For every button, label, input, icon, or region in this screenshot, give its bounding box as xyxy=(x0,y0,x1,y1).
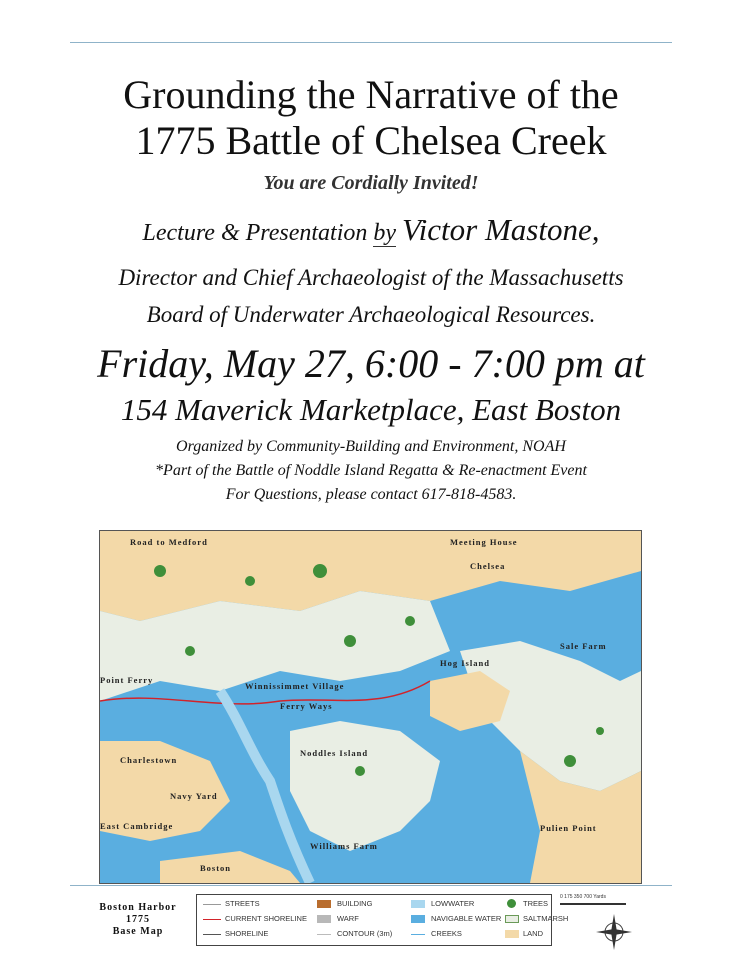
label-pulien-point: Pulien Point xyxy=(540,823,597,833)
label-navy-yard: Navy Yard xyxy=(170,791,218,801)
navigable-water-swatch xyxy=(411,915,425,923)
lecture-by: by xyxy=(373,220,397,246)
invitation-text: You are Cordially Invited! xyxy=(263,172,479,194)
title-line-2: 1775 Battle of Chelsea Creek xyxy=(135,118,607,163)
building-swatch xyxy=(317,900,331,908)
legend-title-line-3: Base Map xyxy=(112,926,164,937)
legend-title xyxy=(78,902,198,938)
map-scale-bar xyxy=(560,896,626,906)
legend-title-line-1: Boston Harbor xyxy=(99,902,177,913)
label-charlestown: Charlestown xyxy=(120,755,178,765)
speaker-role-line-2: Board of Underwater Archaeological Resources. xyxy=(146,302,596,327)
lowwater-swatch xyxy=(411,900,425,908)
lecture-prefix: Lecture & Presentation xyxy=(142,220,368,246)
label-ferry-ways: Ferry Ways xyxy=(280,701,333,711)
scale-bar-text: 0 175 350 700 Yards xyxy=(560,894,606,900)
legend-saltmarsh: SALTMARSH xyxy=(523,914,569,923)
legend-current-shoreline: CURRENT SHORELINE xyxy=(225,914,307,923)
speaker-role-line-1: Director and Chief Archaeologist of the Massachusetts xyxy=(118,265,624,290)
speaker-name: Victor Mastone, xyxy=(402,212,600,247)
legend-building: BUILDING xyxy=(337,899,373,908)
saltmarsh-swatch xyxy=(505,915,519,923)
scale-bar-line xyxy=(560,903,626,905)
legend-navigable-water: NAVIGABLE WATER xyxy=(431,914,502,923)
contour-swatch xyxy=(317,934,331,935)
compass-rose-icon xyxy=(594,912,634,952)
event-part-text: *Part of the Battle of Noddle Island Regatta & Re-enactment Event xyxy=(155,462,587,479)
legend-lowwater: LOWWATER xyxy=(431,899,475,908)
label-noddles-island: Noddles Island xyxy=(300,748,369,758)
legend-warf: WARF xyxy=(337,914,359,923)
trees-swatch xyxy=(507,899,516,908)
label-chelsea: Chelsea xyxy=(470,561,506,571)
legend-trees: TREES xyxy=(523,899,549,908)
label-winnissimmet: Winnissimmet Village xyxy=(245,681,345,691)
map-graphic xyxy=(100,531,641,883)
legend-shoreline: SHORELINE xyxy=(225,929,269,938)
label-point-ferry: Point Ferry xyxy=(100,675,154,685)
label-williams-farm: Williams Farm xyxy=(310,841,378,851)
label-road-medford: Road to Medford xyxy=(130,537,208,547)
organizer-text: Organized by Community-Building and Environment, NOAH xyxy=(176,438,566,455)
land-swatch xyxy=(505,930,519,938)
event-address: 154 Maverick Marketplace, East Boston xyxy=(120,392,622,427)
label-meeting-house: Meeting House xyxy=(450,537,518,547)
label-sale-farm: Sale Farm xyxy=(560,641,607,651)
creeks-swatch xyxy=(411,934,425,935)
top-rule xyxy=(70,42,672,43)
legend-contour: CONTOUR (3m) xyxy=(337,929,393,938)
map-legend xyxy=(196,894,569,946)
legend-streets: STREETS xyxy=(225,899,260,908)
current-shoreline-swatch xyxy=(203,919,221,920)
event-datetime: Friday, May 27, 6:00 - 7:00 pm at xyxy=(97,341,645,386)
streets-swatch xyxy=(203,904,221,905)
shoreline-swatch xyxy=(203,934,221,935)
warf-swatch xyxy=(317,915,331,923)
label-cambridge: East Cambridge xyxy=(100,821,174,831)
lecture-line xyxy=(0,212,742,248)
legend-land: LAND xyxy=(523,929,544,938)
legend-title-line-2: 1775 xyxy=(126,914,150,925)
bottom-rule xyxy=(70,885,672,886)
label-boston: Boston xyxy=(200,863,232,873)
contact-text: For Questions, please contact 617-818-4583. xyxy=(225,486,517,503)
label-hog-island: Hog Island xyxy=(440,658,490,668)
title-line-1: Grounding the Narrative of the xyxy=(123,72,619,117)
legend-creeks: CREEKS xyxy=(431,929,462,938)
historical-map xyxy=(99,530,642,884)
